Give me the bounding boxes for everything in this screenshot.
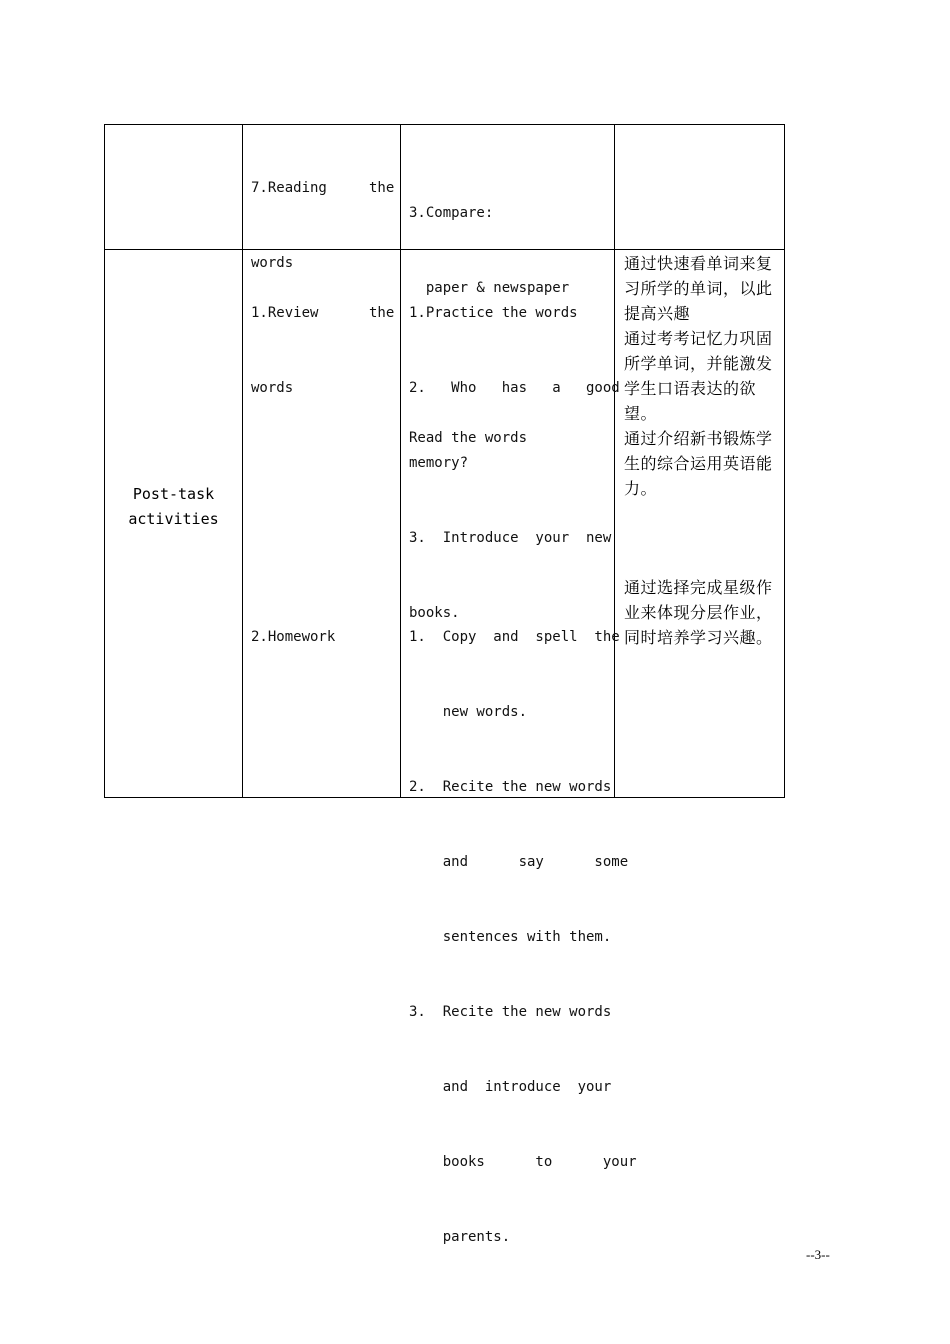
purpose-review-line: 提高兴趣	[624, 304, 691, 323]
activity-compare-line: paper & newspaper	[409, 280, 570, 296]
step-review-line2: words	[251, 380, 294, 396]
activities-homework	[409, 575, 637, 1275]
activity-homework-line: and introduce your	[409, 1079, 612, 1095]
activity-homework-line: parents.	[409, 1229, 511, 1245]
activity-homework-line: 1. Copy and spell the	[409, 629, 620, 645]
purpose-homework-line: 业来体现分层作业，	[624, 603, 773, 622]
activity-compare-line: Read the words	[409, 430, 528, 446]
purpose-review-line: 通过快速看单词来复	[624, 254, 773, 273]
purpose-review-line: 所学单词，并能激发	[624, 354, 773, 373]
purpose-review-line: 通过介绍新书锻炼学	[624, 429, 773, 448]
purpose-homework-line: 通过选择完成星级作	[624, 578, 773, 597]
stage-label-line2: activities	[128, 510, 219, 528]
step-homework-label: 2.Homework	[251, 629, 336, 645]
activity-homework-line: 2. Recite the new words	[409, 779, 612, 795]
purpose-review-line: 望。	[624, 404, 658, 423]
table-border-left	[104, 124, 105, 798]
table-border-right	[784, 124, 785, 798]
purpose-review	[624, 251, 773, 501]
table-border-top	[104, 124, 785, 125]
activity-homework-line: sentences with them.	[409, 929, 612, 945]
activity-homework-line: 3. Recite the new words	[409, 1004, 612, 1020]
purpose-review-line: 习所学的单词，以此	[624, 279, 773, 298]
step-review	[251, 251, 394, 426]
stage-label	[105, 482, 242, 532]
activity-compare-line: 3.Compare:	[409, 205, 494, 221]
activity-homework-line: and say some	[409, 854, 629, 870]
activity-review-line: 2. Who has a good	[409, 380, 620, 396]
activity-review-line: 1.Practice the words	[409, 305, 578, 321]
activity-homework-line: new words.	[409, 704, 528, 720]
purpose-review-line: 通过考考记忆力巩固	[624, 329, 773, 348]
step-reading-line2: words	[251, 255, 294, 271]
page-number: --3--	[806, 1247, 830, 1262]
step-homework	[251, 575, 335, 675]
activity-review-line: books.	[409, 605, 460, 621]
step-review-line1: 1.Review the	[251, 305, 395, 321]
purpose-review-line: 学生口语表达的欲	[624, 379, 757, 398]
activity-review-line: memory?	[409, 455, 469, 471]
table-col-divider-1	[242, 124, 243, 798]
activity-homework-line: books to your	[409, 1154, 637, 1170]
step-reading-line1: 7.Reading the	[251, 180, 395, 196]
purpose-homework	[624, 575, 773, 650]
purpose-homework-line: 同时培养学习兴趣。	[624, 628, 773, 647]
stage-label-line1: Post-task	[132, 485, 215, 503]
purpose-review-line: 力。	[624, 479, 658, 498]
activity-review-line: 3. Introduce your new	[409, 530, 612, 546]
purpose-review-line: 生的综合运用英语能	[624, 454, 773, 473]
table-col-divider-2	[400, 124, 401, 798]
